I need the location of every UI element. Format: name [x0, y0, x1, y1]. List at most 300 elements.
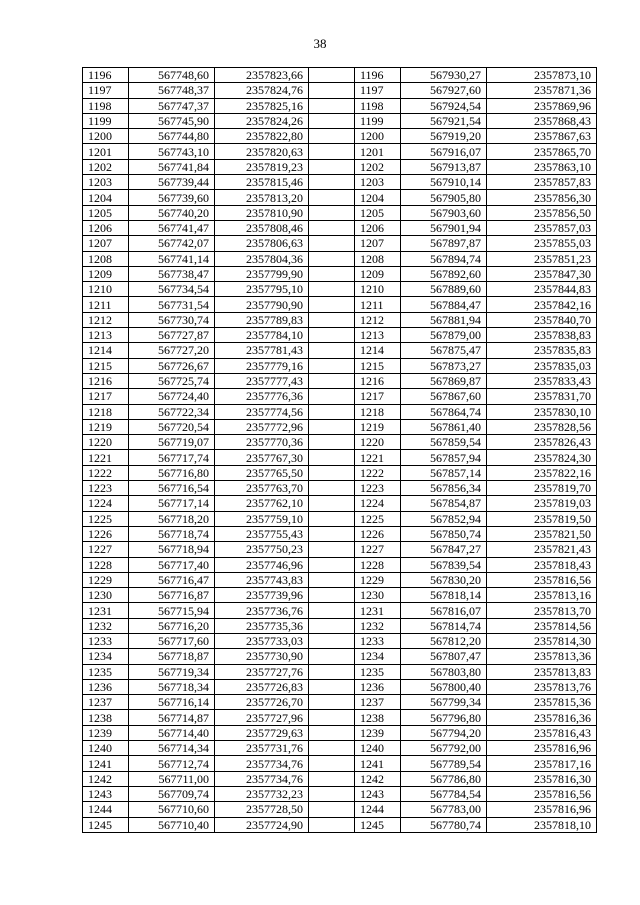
- left-y-coordinate-cell: 2357733,03: [215, 633, 309, 648]
- column-gap: [309, 710, 355, 725]
- left-point-number-cell: 1197: [83, 83, 129, 98]
- left-y-coordinate-cell: 2357727,76: [215, 664, 309, 679]
- left-x-coordinate-cell: 567710,60: [129, 802, 215, 817]
- left-point-number-cell: 1229: [83, 572, 129, 587]
- right-y-coordinate-cell: 2357863,10: [487, 159, 597, 174]
- left-point-number-cell: 1236: [83, 679, 129, 694]
- right-point-number-cell: 1232: [355, 618, 401, 633]
- left-point-number-cell: 1224: [83, 496, 129, 511]
- right-x-coordinate-cell: 567816,07: [401, 603, 487, 618]
- left-y-coordinate-cell: 2357743,83: [215, 572, 309, 587]
- column-gap: [309, 786, 355, 801]
- coordinates-table: [82, 67, 597, 833]
- table-row: [83, 679, 597, 694]
- left-y-coordinate-cell: 2357820,63: [215, 144, 309, 159]
- table-row: [83, 404, 597, 419]
- right-x-coordinate-cell: 567924,54: [401, 98, 487, 113]
- right-x-coordinate-cell: 567861,40: [401, 419, 487, 434]
- right-y-coordinate-cell: 2357816,56: [487, 572, 597, 587]
- right-point-number-cell: 1222: [355, 465, 401, 480]
- right-x-coordinate-cell: 567873,27: [401, 358, 487, 373]
- table-row: [83, 251, 597, 266]
- right-y-coordinate-cell: 2357835,03: [487, 358, 597, 373]
- right-x-coordinate-cell: 567879,00: [401, 328, 487, 343]
- right-x-coordinate-cell: 567881,94: [401, 312, 487, 327]
- column-gap: [309, 129, 355, 144]
- right-x-coordinate-cell: 567892,60: [401, 266, 487, 281]
- table-row: [83, 113, 597, 128]
- right-point-number-cell: 1238: [355, 710, 401, 725]
- left-point-number-cell: 1239: [83, 725, 129, 740]
- left-y-coordinate-cell: 2357746,96: [215, 557, 309, 572]
- right-point-number-cell: 1227: [355, 542, 401, 557]
- table-row: [83, 588, 597, 603]
- right-point-number-cell: 1203: [355, 175, 401, 190]
- column-gap: [309, 756, 355, 771]
- left-x-coordinate-cell: 567710,40: [129, 817, 215, 832]
- right-point-number-cell: 1230: [355, 588, 401, 603]
- left-x-coordinate-cell: 567725,74: [129, 373, 215, 388]
- right-y-coordinate-cell: 2357824,30: [487, 450, 597, 465]
- right-y-coordinate-cell: 2357819,50: [487, 511, 597, 526]
- right-x-coordinate-cell: 567796,80: [401, 710, 487, 725]
- column-gap: [309, 113, 355, 128]
- column-gap: [309, 312, 355, 327]
- column-gap: [309, 633, 355, 648]
- column-gap: [309, 649, 355, 664]
- right-y-coordinate-cell: 2357816,96: [487, 741, 597, 756]
- left-y-coordinate-cell: 2357799,90: [215, 266, 309, 281]
- right-x-coordinate-cell: 567784,54: [401, 786, 487, 801]
- table-row: [83, 389, 597, 404]
- left-y-coordinate-cell: 2357729,63: [215, 725, 309, 740]
- table-row: [83, 312, 597, 327]
- right-point-number-cell: 1207: [355, 236, 401, 251]
- right-x-coordinate-cell: 567916,07: [401, 144, 487, 159]
- left-point-number-cell: 1232: [83, 618, 129, 633]
- right-point-number-cell: 1221: [355, 450, 401, 465]
- left-point-number-cell: 1233: [83, 633, 129, 648]
- table-row: [83, 603, 597, 618]
- table-row: [83, 343, 597, 358]
- column-gap: [309, 511, 355, 526]
- right-point-number-cell: 1202: [355, 159, 401, 174]
- left-point-number-cell: 1204: [83, 190, 129, 205]
- left-y-coordinate-cell: 2357808,46: [215, 220, 309, 235]
- right-point-number-cell: 1216: [355, 373, 401, 388]
- right-y-coordinate-cell: 2357865,70: [487, 144, 597, 159]
- left-point-number-cell: 1209: [83, 266, 129, 281]
- right-point-number-cell: 1196: [355, 68, 401, 83]
- right-x-coordinate-cell: 567794,20: [401, 725, 487, 740]
- left-x-coordinate-cell: 567716,87: [129, 588, 215, 603]
- table-row: [83, 695, 597, 710]
- right-x-coordinate-cell: 567814,74: [401, 618, 487, 633]
- right-y-coordinate-cell: 2357816,43: [487, 725, 597, 740]
- right-y-coordinate-cell: 2357835,83: [487, 343, 597, 358]
- right-point-number-cell: 1237: [355, 695, 401, 710]
- column-gap: [309, 144, 355, 159]
- right-x-coordinate-cell: 567803,80: [401, 664, 487, 679]
- right-y-coordinate-cell: 2357844,83: [487, 282, 597, 297]
- left-point-number-cell: 1237: [83, 695, 129, 710]
- right-x-coordinate-cell: 567799,34: [401, 695, 487, 710]
- right-y-coordinate-cell: 2357819,70: [487, 481, 597, 496]
- left-x-coordinate-cell: 567747,37: [129, 98, 215, 113]
- left-x-coordinate-cell: 567719,34: [129, 664, 215, 679]
- right-x-coordinate-cell: 567905,80: [401, 190, 487, 205]
- right-y-coordinate-cell: 2357813,36: [487, 649, 597, 664]
- right-point-number-cell: 1225: [355, 511, 401, 526]
- right-point-number-cell: 1219: [355, 419, 401, 434]
- left-point-number-cell: 1216: [83, 373, 129, 388]
- table-row: [83, 190, 597, 205]
- table-row: [83, 664, 597, 679]
- right-point-number-cell: 1241: [355, 756, 401, 771]
- right-point-number-cell: 1214: [355, 343, 401, 358]
- left-x-coordinate-cell: 567748,37: [129, 83, 215, 98]
- right-y-coordinate-cell: 2357816,56: [487, 786, 597, 801]
- left-x-coordinate-cell: 567716,47: [129, 572, 215, 587]
- column-gap: [309, 205, 355, 220]
- left-y-coordinate-cell: 2357772,96: [215, 419, 309, 434]
- left-y-coordinate-cell: 2357790,90: [215, 297, 309, 312]
- right-x-coordinate-cell: 567859,54: [401, 435, 487, 450]
- left-x-coordinate-cell: 567739,44: [129, 175, 215, 190]
- right-point-number-cell: 1218: [355, 404, 401, 419]
- left-point-number-cell: 1217: [83, 389, 129, 404]
- right-y-coordinate-cell: 2357842,16: [487, 297, 597, 312]
- left-point-number-cell: 1199: [83, 113, 129, 128]
- left-x-coordinate-cell: 567727,87: [129, 328, 215, 343]
- column-gap: [309, 389, 355, 404]
- left-point-number-cell: 1206: [83, 220, 129, 235]
- left-y-coordinate-cell: 2357726,83: [215, 679, 309, 694]
- left-point-number-cell: 1235: [83, 664, 129, 679]
- right-x-coordinate-cell: 567913,87: [401, 159, 487, 174]
- left-y-coordinate-cell: 2357728,50: [215, 802, 309, 817]
- right-point-number-cell: 1239: [355, 725, 401, 740]
- table-row: [83, 435, 597, 450]
- right-y-coordinate-cell: 2357869,96: [487, 98, 597, 113]
- right-point-number-cell: 1200: [355, 129, 401, 144]
- left-point-number-cell: 1207: [83, 236, 129, 251]
- table-row: [83, 725, 597, 740]
- left-x-coordinate-cell: 567711,00: [129, 771, 215, 786]
- right-y-coordinate-cell: 2357813,16: [487, 588, 597, 603]
- right-x-coordinate-cell: 567875,47: [401, 343, 487, 358]
- right-point-number-cell: 1211: [355, 297, 401, 312]
- column-gap: [309, 236, 355, 251]
- right-point-number-cell: 1209: [355, 266, 401, 281]
- right-point-number-cell: 1231: [355, 603, 401, 618]
- table-row: [83, 175, 597, 190]
- left-y-coordinate-cell: 2357750,23: [215, 542, 309, 557]
- right-y-coordinate-cell: 2357830,10: [487, 404, 597, 419]
- left-y-coordinate-cell: 2357734,76: [215, 771, 309, 786]
- coordinates-table-body: [83, 68, 597, 833]
- table-row: [83, 266, 597, 281]
- right-x-coordinate-cell: 567789,54: [401, 756, 487, 771]
- table-row: [83, 618, 597, 633]
- left-x-coordinate-cell: 567748,60: [129, 68, 215, 83]
- right-x-coordinate-cell: 567800,40: [401, 679, 487, 694]
- left-point-number-cell: 1201: [83, 144, 129, 159]
- left-x-coordinate-cell: 567718,94: [129, 542, 215, 557]
- table-row: [83, 205, 597, 220]
- left-x-coordinate-cell: 567717,60: [129, 633, 215, 648]
- column-gap: [309, 618, 355, 633]
- left-y-coordinate-cell: 2357824,26: [215, 113, 309, 128]
- right-point-number-cell: 1236: [355, 679, 401, 694]
- right-y-coordinate-cell: 2357817,16: [487, 756, 597, 771]
- left-x-coordinate-cell: 567717,40: [129, 557, 215, 572]
- right-point-number-cell: 1243: [355, 786, 401, 801]
- right-point-number-cell: 1245: [355, 817, 401, 832]
- table-row: [83, 297, 597, 312]
- left-y-coordinate-cell: 2357734,76: [215, 756, 309, 771]
- column-gap: [309, 741, 355, 756]
- left-y-coordinate-cell: 2357804,36: [215, 251, 309, 266]
- right-point-number-cell: 1215: [355, 358, 401, 373]
- left-point-number-cell: 1208: [83, 251, 129, 266]
- column-gap: [309, 220, 355, 235]
- left-point-number-cell: 1227: [83, 542, 129, 557]
- column-gap: [309, 83, 355, 98]
- left-x-coordinate-cell: 567742,07: [129, 236, 215, 251]
- column-gap: [309, 481, 355, 496]
- table-row: [83, 802, 597, 817]
- right-x-coordinate-cell: 567897,87: [401, 236, 487, 251]
- right-x-coordinate-cell: 567780,74: [401, 817, 487, 832]
- right-x-coordinate-cell: 567930,27: [401, 68, 487, 83]
- table-row: [83, 771, 597, 786]
- right-x-coordinate-cell: 567889,60: [401, 282, 487, 297]
- column-gap: [309, 159, 355, 174]
- left-x-coordinate-cell: 567719,07: [129, 435, 215, 450]
- left-y-coordinate-cell: 2357767,30: [215, 450, 309, 465]
- right-y-coordinate-cell: 2357868,43: [487, 113, 597, 128]
- left-y-coordinate-cell: 2357724,90: [215, 817, 309, 832]
- right-point-number-cell: 1226: [355, 526, 401, 541]
- right-point-number-cell: 1240: [355, 741, 401, 756]
- left-y-coordinate-cell: 2357774,56: [215, 404, 309, 419]
- column-gap: [309, 343, 355, 358]
- right-x-coordinate-cell: 567792,00: [401, 741, 487, 756]
- right-point-number-cell: 1199: [355, 113, 401, 128]
- left-point-number-cell: 1226: [83, 526, 129, 541]
- left-point-number-cell: 1241: [83, 756, 129, 771]
- left-x-coordinate-cell: 567720,54: [129, 419, 215, 434]
- left-point-number-cell: 1230: [83, 588, 129, 603]
- left-x-coordinate-cell: 567718,34: [129, 679, 215, 694]
- table-row: [83, 526, 597, 541]
- right-x-coordinate-cell: 567856,34: [401, 481, 487, 496]
- right-y-coordinate-cell: 2357855,03: [487, 236, 597, 251]
- left-y-coordinate-cell: 2357726,70: [215, 695, 309, 710]
- right-point-number-cell: 1233: [355, 633, 401, 648]
- left-y-coordinate-cell: 2357789,83: [215, 312, 309, 327]
- right-y-coordinate-cell: 2357840,70: [487, 312, 597, 327]
- left-x-coordinate-cell: 567716,14: [129, 695, 215, 710]
- column-gap: [309, 266, 355, 281]
- right-y-coordinate-cell: 2357816,36: [487, 710, 597, 725]
- right-y-coordinate-cell: 2357871,36: [487, 83, 597, 98]
- left-y-coordinate-cell: 2357755,43: [215, 526, 309, 541]
- table-row: [83, 649, 597, 664]
- column-gap: [309, 802, 355, 817]
- right-y-coordinate-cell: 2357819,03: [487, 496, 597, 511]
- right-y-coordinate-cell: 2357814,30: [487, 633, 597, 648]
- left-y-coordinate-cell: 2357795,10: [215, 282, 309, 297]
- table-row: [83, 786, 597, 801]
- right-x-coordinate-cell: 567884,47: [401, 297, 487, 312]
- column-gap: [309, 358, 355, 373]
- right-y-coordinate-cell: 2357821,43: [487, 542, 597, 557]
- left-x-coordinate-cell: 567714,40: [129, 725, 215, 740]
- column-gap: [309, 435, 355, 450]
- right-point-number-cell: 1197: [355, 83, 401, 98]
- right-point-number-cell: 1198: [355, 98, 401, 113]
- left-y-coordinate-cell: 2357727,96: [215, 710, 309, 725]
- left-y-coordinate-cell: 2357739,96: [215, 588, 309, 603]
- right-x-coordinate-cell: 567869,87: [401, 373, 487, 388]
- left-point-number-cell: 1211: [83, 297, 129, 312]
- column-gap: [309, 603, 355, 618]
- right-y-coordinate-cell: 2357818,10: [487, 817, 597, 832]
- right-y-coordinate-cell: 2357873,10: [487, 68, 597, 83]
- left-x-coordinate-cell: 567724,40: [129, 389, 215, 404]
- left-y-coordinate-cell: 2357763,70: [215, 481, 309, 496]
- column-gap: [309, 557, 355, 572]
- left-y-coordinate-cell: 2357732,23: [215, 786, 309, 801]
- left-y-coordinate-cell: 2357731,76: [215, 741, 309, 756]
- right-x-coordinate-cell: 567867,60: [401, 389, 487, 404]
- page-number: 38: [313, 36, 327, 51]
- left-y-coordinate-cell: 2357784,10: [215, 328, 309, 343]
- right-y-coordinate-cell: 2357847,30: [487, 266, 597, 281]
- right-x-coordinate-cell: 567864,74: [401, 404, 487, 419]
- left-y-coordinate-cell: 2357759,10: [215, 511, 309, 526]
- right-y-coordinate-cell: 2357856,30: [487, 190, 597, 205]
- left-x-coordinate-cell: 567743,10: [129, 144, 215, 159]
- right-x-coordinate-cell: 567857,14: [401, 465, 487, 480]
- right-x-coordinate-cell: 567850,74: [401, 526, 487, 541]
- right-point-number-cell: 1206: [355, 220, 401, 235]
- left-point-number-cell: 1223: [83, 481, 129, 496]
- right-x-coordinate-cell: 567901,94: [401, 220, 487, 235]
- right-y-coordinate-cell: 2357831,70: [487, 389, 597, 404]
- left-y-coordinate-cell: 2357730,90: [215, 649, 309, 664]
- left-x-coordinate-cell: 567741,84: [129, 159, 215, 174]
- table-row: [83, 756, 597, 771]
- left-y-coordinate-cell: 2357822,80: [215, 129, 309, 144]
- right-y-coordinate-cell: 2357833,43: [487, 373, 597, 388]
- left-point-number-cell: 1205: [83, 205, 129, 220]
- left-point-number-cell: 1220: [83, 435, 129, 450]
- right-point-number-cell: 1220: [355, 435, 401, 450]
- table-row: [83, 450, 597, 465]
- right-y-coordinate-cell: 2357813,76: [487, 679, 597, 694]
- left-y-coordinate-cell: 2357823,66: [215, 68, 309, 83]
- left-x-coordinate-cell: 567739,60: [129, 190, 215, 205]
- left-y-coordinate-cell: 2357824,76: [215, 83, 309, 98]
- left-point-number-cell: 1240: [83, 741, 129, 756]
- column-gap: [309, 588, 355, 603]
- right-y-coordinate-cell: 2357822,16: [487, 465, 597, 480]
- table-row: [83, 144, 597, 159]
- table-row: [83, 572, 597, 587]
- table-row: [83, 236, 597, 251]
- left-x-coordinate-cell: 567718,74: [129, 526, 215, 541]
- left-x-coordinate-cell: 567726,67: [129, 358, 215, 373]
- left-point-number-cell: 1210: [83, 282, 129, 297]
- left-x-coordinate-cell: 567717,74: [129, 450, 215, 465]
- left-x-coordinate-cell: 567745,90: [129, 113, 215, 128]
- right-point-number-cell: 1244: [355, 802, 401, 817]
- table-row: [83, 328, 597, 343]
- right-point-number-cell: 1205: [355, 205, 401, 220]
- left-x-coordinate-cell: 567716,80: [129, 465, 215, 480]
- left-x-coordinate-cell: 567734,54: [129, 282, 215, 297]
- left-y-coordinate-cell: 2357810,90: [215, 205, 309, 220]
- column-gap: [309, 664, 355, 679]
- left-x-coordinate-cell: 567738,47: [129, 266, 215, 281]
- right-y-coordinate-cell: 2357821,50: [487, 526, 597, 541]
- table-row: [83, 741, 597, 756]
- left-x-coordinate-cell: 567731,54: [129, 297, 215, 312]
- left-point-number-cell: 1242: [83, 771, 129, 786]
- column-gap: [309, 771, 355, 786]
- left-point-number-cell: 1219: [83, 419, 129, 434]
- right-y-coordinate-cell: 2357857,83: [487, 175, 597, 190]
- left-y-coordinate-cell: 2357777,43: [215, 373, 309, 388]
- right-y-coordinate-cell: 2357828,56: [487, 419, 597, 434]
- column-gap: [309, 419, 355, 434]
- left-point-number-cell: 1225: [83, 511, 129, 526]
- column-gap: [309, 373, 355, 388]
- right-point-number-cell: 1235: [355, 664, 401, 679]
- table-row: [83, 358, 597, 373]
- left-point-number-cell: 1214: [83, 343, 129, 358]
- right-x-coordinate-cell: 567830,20: [401, 572, 487, 587]
- column-gap: [309, 817, 355, 832]
- left-point-number-cell: 1196: [83, 68, 129, 83]
- left-point-number-cell: 1238: [83, 710, 129, 725]
- right-x-coordinate-cell: 567812,20: [401, 633, 487, 648]
- left-point-number-cell: 1221: [83, 450, 129, 465]
- left-y-coordinate-cell: 2357779,16: [215, 358, 309, 373]
- left-point-number-cell: 1215: [83, 358, 129, 373]
- right-y-coordinate-cell: 2357816,30: [487, 771, 597, 786]
- table-row: [83, 419, 597, 434]
- column-gap: [309, 175, 355, 190]
- right-x-coordinate-cell: 567903,60: [401, 205, 487, 220]
- right-y-coordinate-cell: 2357851,23: [487, 251, 597, 266]
- left-x-coordinate-cell: 567741,14: [129, 251, 215, 266]
- left-x-coordinate-cell: 567715,94: [129, 603, 215, 618]
- left-point-number-cell: 1212: [83, 312, 129, 327]
- table-row: [83, 511, 597, 526]
- right-point-number-cell: 1204: [355, 190, 401, 205]
- right-x-coordinate-cell: 567839,54: [401, 557, 487, 572]
- left-x-coordinate-cell: 567716,20: [129, 618, 215, 633]
- right-x-coordinate-cell: 567847,27: [401, 542, 487, 557]
- right-x-coordinate-cell: 567783,00: [401, 802, 487, 817]
- right-point-number-cell: 1223: [355, 481, 401, 496]
- left-x-coordinate-cell: 567714,34: [129, 741, 215, 756]
- left-y-coordinate-cell: 2357819,23: [215, 159, 309, 174]
